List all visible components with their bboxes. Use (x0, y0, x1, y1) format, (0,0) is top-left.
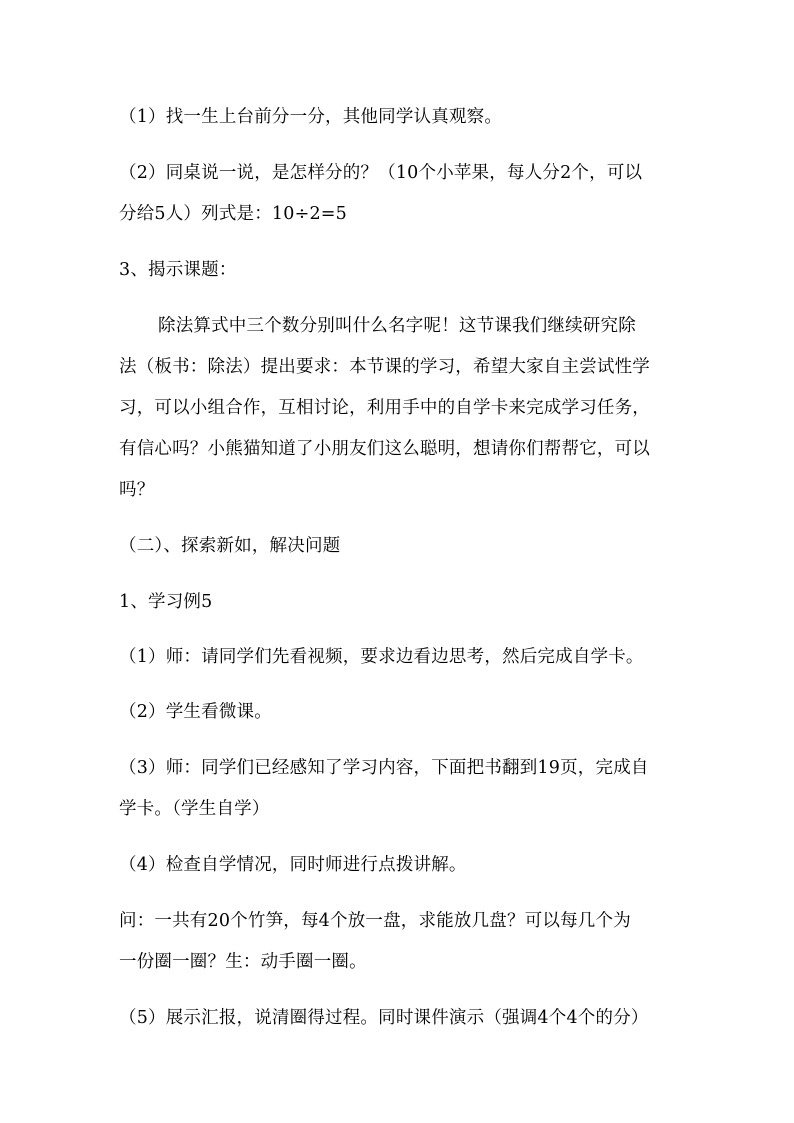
paragraph-line-3: 习，可以小组合作，互相讨论，利用手中的自学卡来完成学习任务， (119, 398, 650, 418)
section-heading-3: 3、揭示课题： (119, 260, 237, 280)
text-line-2: （2）同桌说一说，是怎样分的？（10个小苹果，每人分2个，可以 (119, 163, 643, 183)
text-line-7: 学卡。（学生自学） (119, 799, 270, 819)
text-line-1: （1）找一生上台前分一分，其他同学认真观察。 (119, 107, 503, 127)
section-heading-2: （二）、探索新如，解决问题 (119, 536, 341, 556)
text-line-8: （4）检查自学情况，同时师进行点拨讲解。 (119, 855, 467, 875)
text-line-4: （1）师：请同学们先看视频，要求边看边思考，然后完成自学卡。 (119, 647, 644, 667)
text-line-9: （5）展示汇报，说清圈得过程。同时课件演示（强调4个4个的分） (119, 1008, 649, 1028)
subsection-heading: 1、学习例5 (119, 592, 213, 612)
paragraph-line-5: 吗？ (119, 480, 155, 500)
text-line-3: 分给5人）列式是：10÷2=5 (119, 204, 347, 224)
question-line-2: 一份圈一圈？生：动手圈一圈。 (119, 952, 367, 972)
text-line-5: （2）学生看微课。 (119, 702, 272, 722)
text-line-6: （3）师：同学们已经感知了学习内容，下面把书翻到19页，完成自 (119, 758, 649, 778)
paragraph-line-4: 有信心吗？小熊猫知道了小朋友们这么聪明，想请你们帮帮它，可以 (119, 439, 650, 459)
paragraph-line-2: 法（板书：除法）提出要求：本节课的学习，希望大家自主尝试性学 (119, 357, 650, 377)
paragraph-line-1: 除法算式中三个数分别叫什么名字呢！这节课我们继续研究除 (158, 316, 636, 336)
question-line-1: 问：一共有20个竹笋，每4个放一盘，求能放几盘？可以每几个为 (119, 911, 631, 931)
